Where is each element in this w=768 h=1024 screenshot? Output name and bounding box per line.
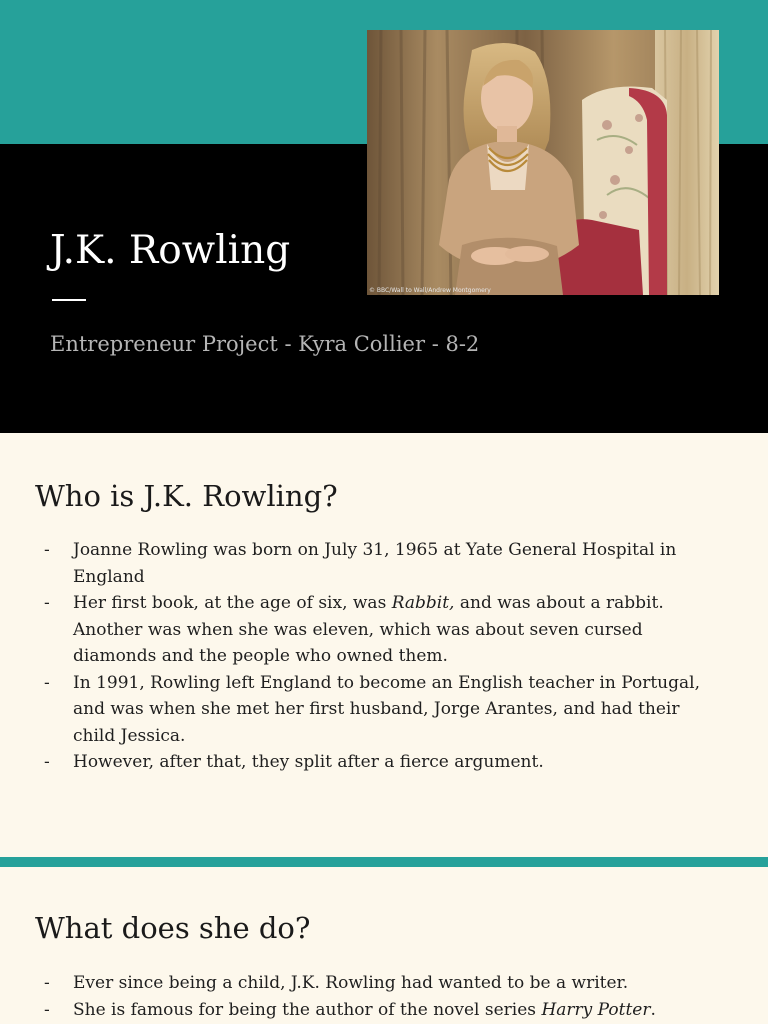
title-dash-divider [52, 299, 86, 301]
slide-heading: What does she do? [35, 911, 311, 945]
bullet-list [42, 537, 722, 776]
title-slide [0, 0, 768, 433]
list-item-text: . [650, 999, 656, 1020]
list-item: - Joanne Rowling was born on July 31, 1965 at Yate General Hospital in England [42, 537, 722, 590]
slide-divider [0, 857, 768, 867]
portrait-photo-illustration [367, 30, 719, 295]
slide-heading: Who is J.K. Rowling? [35, 479, 338, 513]
list-item [42, 997, 722, 1024]
list-item: - However, after that, they split after a fierce argument. [42, 749, 722, 776]
presentation-subtitle: Entrepreneur Project - Kyra Collier - 8-2 [50, 332, 480, 356]
list-item-text: Her first book, at the age of six, was [73, 593, 392, 613]
list-item: - Ever since being a child, J.K. Rowling had wanted to be a writer. [42, 970, 722, 997]
what-does-she-do-slide [0, 867, 768, 1024]
who-is-slide [0, 433, 768, 857]
series-title: Harry Potter [541, 999, 651, 1020]
book-title: Rabbit, [391, 593, 455, 613]
list-item [42, 590, 722, 670]
photo-credit: © BBC/Wall to Wall/Andrew Montgomery [369, 287, 491, 294]
list-item-text: She is famous for being the author of the novel series [73, 999, 542, 1020]
list-item: - In 1991, Rowling left England to become an English teacher in Portugal, and was when she met her first husband, Jorge Arantes, and had their child Jessica. [42, 670, 722, 750]
portrait-photo [367, 30, 719, 295]
list-item-text: and was about a rabbit. Another was when she was eleven, which was about seven cursed diamonds and the people who owned them. [73, 593, 664, 666]
bullet-list [42, 970, 722, 1023]
presentation-title: J.K. Rowling [50, 228, 291, 273]
